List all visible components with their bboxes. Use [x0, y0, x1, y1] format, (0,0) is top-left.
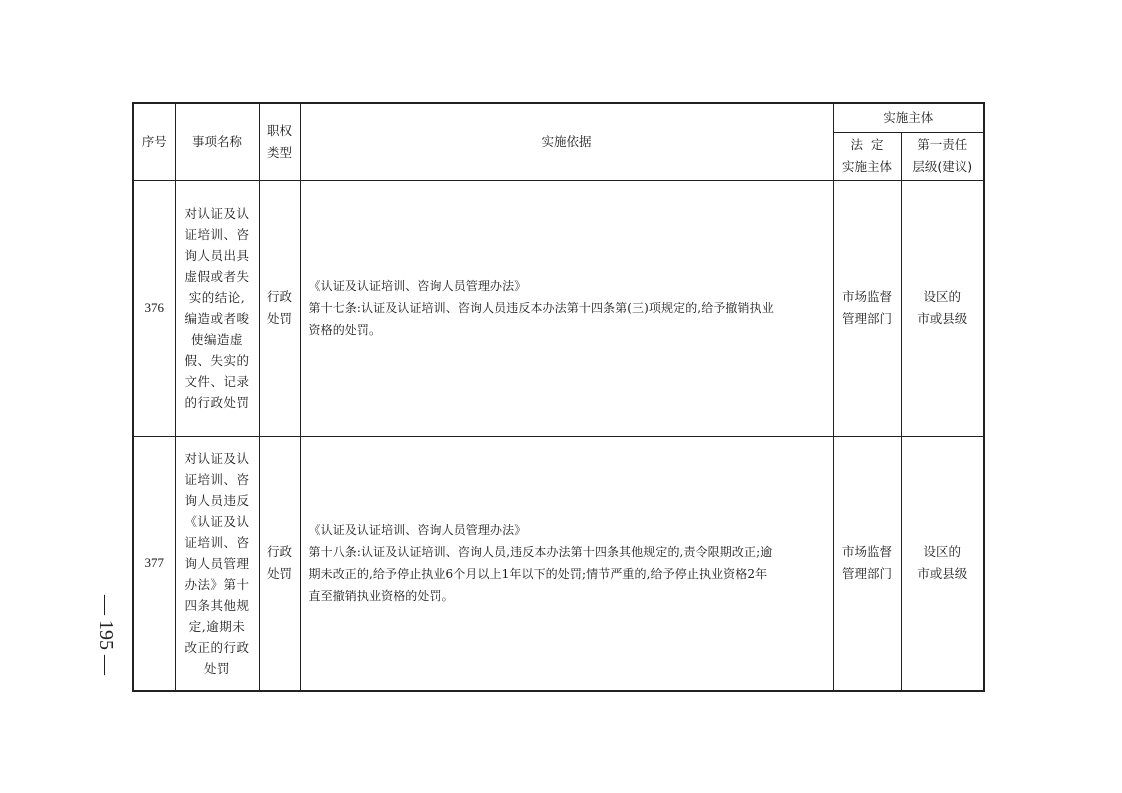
header-basis: 实施依据 [300, 103, 833, 180]
header-legal-subject [833, 132, 901, 180]
authority-type-line1: 行政 [266, 289, 292, 304]
header-responsibility-level [901, 132, 984, 180]
header-subject-group: 实施主体 [833, 103, 984, 132]
legal-subject [833, 436, 901, 691]
matter-name-line: 办法》第十 [184, 576, 250, 592]
legal-subject-line1: 市场监督 [841, 544, 892, 560]
header-no: 序号 [133, 103, 175, 180]
legal-basis [300, 180, 833, 436]
legal-basis-line: 第十七条:认证及认证培训、咨询人员违反本办法第十四条第(三)项规定的,给予撤销执业 [308, 301, 774, 315]
legal-basis-line: 直至撤销执业资格的处罚。 [308, 589, 454, 604]
matter-name-line: 的行政处罚 [184, 395, 250, 410]
header-level-line2: 层级(建议) [912, 159, 973, 174]
row-number: 377 [133, 436, 175, 691]
page-number: — 195 — [95, 595, 118, 675]
header-legal-line1: 法 定 [850, 137, 884, 152]
header-type-line2: 类型 [266, 144, 292, 160]
responsibility-level-line1: 设区的 [923, 289, 962, 304]
matter-name-line: 《认证及认 [184, 513, 250, 529]
legal-subject [833, 180, 901, 436]
header-name: 事项名称 [175, 103, 259, 180]
table-row [133, 436, 984, 691]
legal-subject-line2: 管理部门 [841, 311, 892, 326]
table-row [133, 180, 984, 436]
legal-basis-line: 期未改正的,给予停止执业6个月以上1年以下的处罚;情节严重的,给予停止执业资格2年 [308, 567, 768, 582]
row-number: 376 [133, 180, 175, 436]
authority-type-line2: 处罚 [266, 566, 292, 582]
responsibility-level-line2: 市或县级 [917, 566, 968, 582]
matter-name-line: 询人员出具 [184, 248, 250, 263]
matter-name-line: 询人员违反 [184, 492, 250, 508]
header-type-line1: 职权 [266, 122, 292, 138]
matter-name-line: 证培训、咨 [184, 227, 250, 242]
matter-name-line: 处罚 [203, 660, 230, 676]
matter-name-line: 定,逾期未 [188, 618, 246, 634]
matter-name-line: 对认证及认 [184, 450, 250, 466]
matter-name-line: 假、失实的 [184, 353, 250, 368]
matter-name-line: 证培训、咨 [184, 471, 250, 487]
matter-name-line: 编造或者唆 [184, 311, 250, 326]
responsibility-level [901, 436, 984, 691]
matter-name-line: 文件、记录 [184, 374, 250, 389]
authority-type-line1: 行政 [266, 544, 292, 560]
matter-name-line: 四条其他规 [184, 597, 250, 613]
header-row-top [133, 103, 984, 132]
authority-type [259, 436, 300, 691]
matter-name-line: 对认证及认 [184, 206, 250, 221]
matter-name-line: 虚假或者失 [184, 269, 250, 284]
authority-type [259, 180, 300, 436]
legal-subject-line1: 市场监督 [841, 289, 892, 304]
matter-name-line: 证培训、咨 [184, 534, 250, 550]
matter-name [175, 436, 259, 691]
responsibility-level-line1: 设区的 [923, 544, 962, 560]
responsibility-level-line2: 市或县级 [917, 311, 968, 326]
matter-name [175, 180, 259, 436]
legal-basis-line: 《认证及认证培训、咨询人员管理办法》 [308, 279, 527, 293]
legal-basis-line: 资格的处罚。 [308, 323, 382, 337]
header-legal-line2: 实施主体 [841, 159, 892, 174]
authority-type-line2: 处罚 [266, 311, 292, 326]
matter-name-line: 使编造虚 [190, 332, 243, 347]
enforcement-matters-table [132, 102, 985, 692]
matter-name-line: 实的结论, [188, 290, 246, 305]
legal-basis [300, 436, 833, 691]
matter-name-line: 改正的行政 [184, 639, 250, 655]
header-type [259, 103, 300, 180]
header-level-line1: 第一责任 [917, 137, 968, 152]
legal-subject-line2: 管理部门 [841, 566, 892, 582]
matter-name-line: 询人员管理 [184, 555, 250, 571]
legal-basis-line: 《认证及认证培训、咨询人员管理办法》 [308, 523, 527, 538]
responsibility-level [901, 180, 984, 436]
legal-basis-line: 第十八条:认证及认证培训、咨询人员,违反本办法第十四条其他规定的,责令限期改正;逾 [308, 545, 773, 560]
